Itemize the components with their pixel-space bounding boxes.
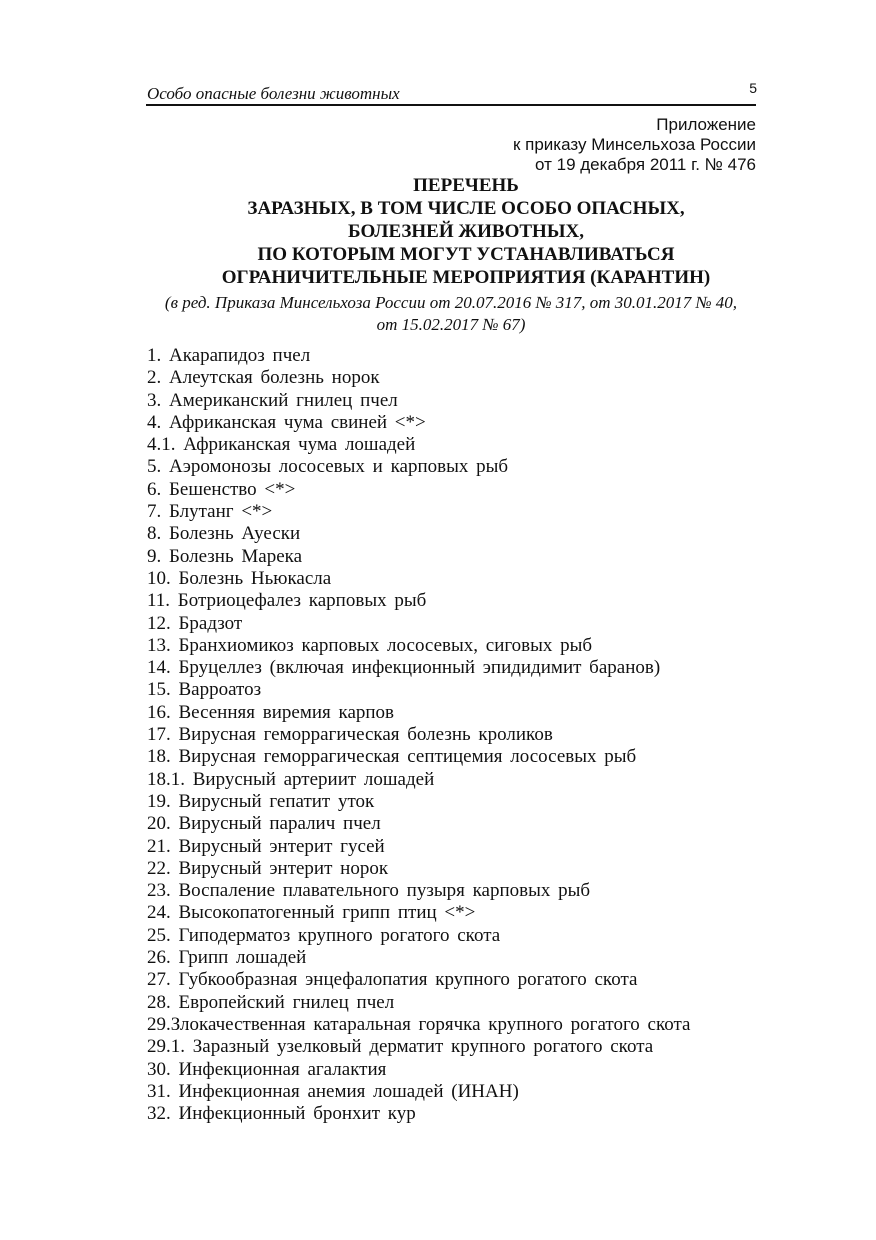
list-item: 24. Высокопатогенный грипп птиц <*> xyxy=(147,902,476,924)
list-item: 9. Болезнь Марека xyxy=(147,545,303,567)
list-item: 12. Брадзот xyxy=(147,612,243,634)
list-item: 17. Вирусная геморрагическая болезнь кроликов xyxy=(147,724,553,746)
document-title xyxy=(146,174,786,289)
list-item: 29.1. Заразный узелковый дерматит крупного рогатого скота xyxy=(147,1036,654,1058)
list-item: 4. Африканская чума свиней <*> xyxy=(147,411,426,433)
list-item: 28. Европейский гнилец пчел xyxy=(147,991,395,1013)
title-line: ПЕРЕЧЕНЬ xyxy=(413,175,519,196)
list-item: 30. Инфекционная агалактия xyxy=(147,1058,387,1080)
list-item: 7. Блутанг <*> xyxy=(147,501,273,523)
list-item: 32. Инфекционный бронхит кур xyxy=(147,1103,416,1125)
list-item: 4.1. Африканская чума лошадей xyxy=(147,434,416,456)
list-item: 20. Вирусный паралич пчел xyxy=(147,813,381,835)
running-title: Особо опасные болезни животных xyxy=(147,84,400,103)
list-item: 5. Аэромонозы лососевых и карповых рыб xyxy=(147,456,509,478)
appendix-line: от 19 декабря 2011 г. № 476 xyxy=(535,155,756,174)
list-item: 6. Бешенство <*> xyxy=(147,478,296,500)
edition-line: (в ред. Приказа Минсельхоза России от 20.07.2016 № 317, от 30.01.2017 № 40, xyxy=(164,293,738,312)
page-number: 5 xyxy=(749,80,757,96)
list-item: 27. Губкообразная энцефалопатия крупного рогатого скота xyxy=(147,969,638,991)
list-item: 26. Грипп лошадей xyxy=(147,947,307,969)
appendix-line: к приказу Минсельхоза России xyxy=(512,135,756,154)
list-item: 18.1. Вирусный артериит лошадей xyxy=(147,768,435,790)
list-item: 21. Вирусный энтерит гусей xyxy=(147,835,385,857)
edition-note xyxy=(146,292,756,336)
list-item: 3. Американский гнилец пчел xyxy=(147,389,398,411)
edition-line: от 15.02.2017 № 67) xyxy=(376,315,526,334)
title-line: ОГРАНИЧИТЕЛЬНЫЕ МЕРОПРИЯТИЯ (КАРАНТИН) xyxy=(221,267,711,288)
list-item: 25. Гиподерматоз крупного рогатого скота xyxy=(147,924,501,946)
list-item: 23. Воспаление плавательного пузыря карповых рыб xyxy=(147,880,591,902)
list-item: 31. Инфекционная анемия лошадей (ИНАН) xyxy=(147,1080,519,1102)
list-item: 2. Алеутская болезнь норок xyxy=(147,367,380,389)
disease-list xyxy=(147,345,767,1125)
list-item: 13. Бранхиомикоз карповых лососевых, сиговых рыб xyxy=(147,634,593,656)
title-line: ЗАРАЗНЫХ, В ТОМ ЧИСЛЕ ОСОБО ОПАСНЫХ, xyxy=(247,198,685,219)
header-rule xyxy=(146,104,756,106)
list-item: 11. Ботриоцефалез карповых рыб xyxy=(147,590,427,612)
list-item: 29.Злокачественная катаральная горячка крупного рогатого скота xyxy=(147,1013,691,1035)
list-item: 22. Вирусный энтерит норок xyxy=(147,857,389,879)
list-item: 1. Акарапидоз пчел xyxy=(147,345,311,366)
appendix-block xyxy=(513,115,756,175)
title-line: БОЛЕЗНЕЙ ЖИВОТНЫХ, xyxy=(348,221,584,242)
list-item: 8. Болезнь Ауески xyxy=(147,523,301,545)
list-item: 14. Бруцеллез (включая инфекционный эпидидимит баранов) xyxy=(147,657,661,679)
list-item: 15. Варроатоз xyxy=(147,679,262,701)
list-item: 18. Вирусная геморрагическая септицемия лососевых рыб xyxy=(147,746,637,768)
list-item: 19. Вирусный гепатит уток xyxy=(147,790,375,812)
list-item: 10. Болезнь Ньюкасла xyxy=(147,567,332,589)
list-item: 16. Весенняя виремия карпов xyxy=(147,701,395,723)
appendix-line: Приложение xyxy=(656,115,756,134)
title-line: ПО КОТОРЫМ МОГУТ УСТАНАВЛИВАТЬСЯ xyxy=(257,244,675,265)
